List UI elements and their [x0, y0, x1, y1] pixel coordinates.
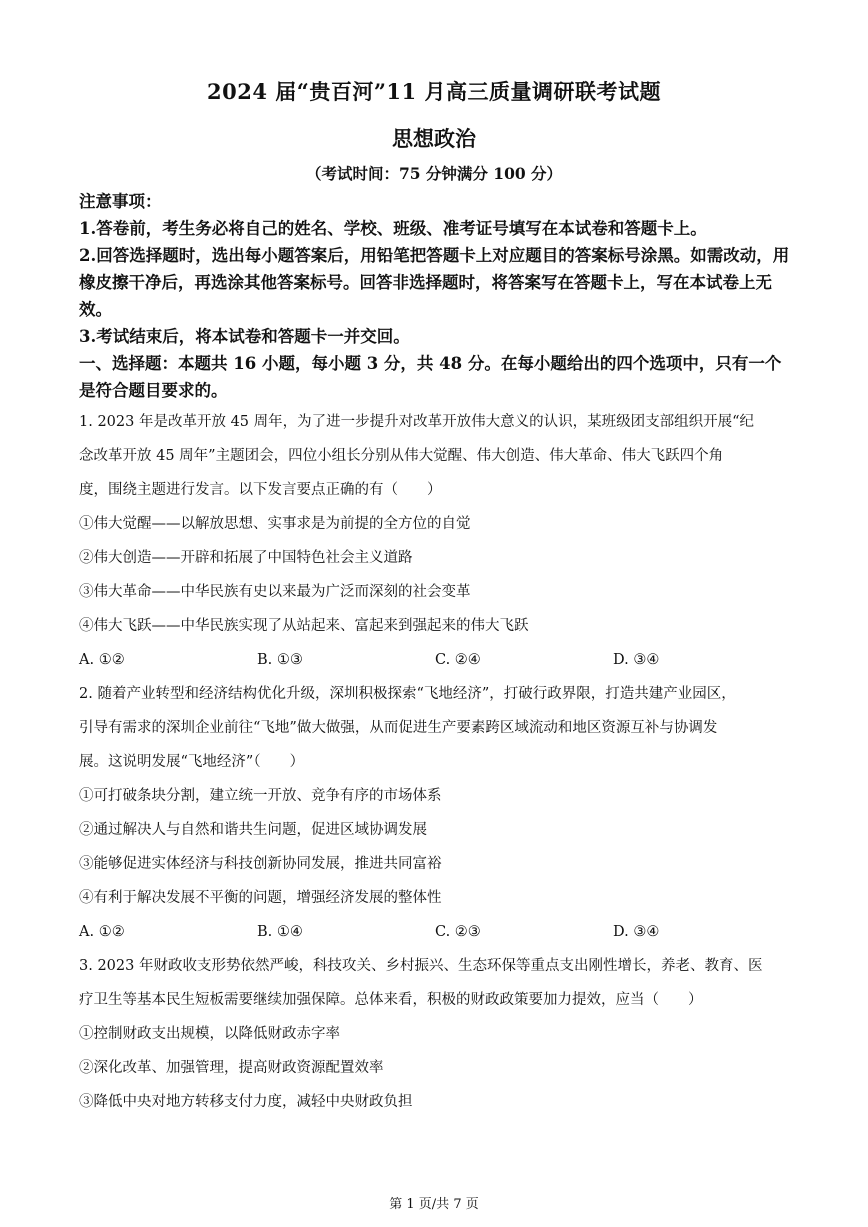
question-item: ③能够促进实体经济与科技创新协同发展，推进共同富裕 — [79, 856, 442, 872]
option-d: D. ③④ — [613, 652, 660, 668]
question-item: ①可打破条块分割，建立统一开放、竞争有序的市场体系 — [79, 788, 442, 804]
question-item: ④有利于解决发展不平衡的问题，增强经济发展的整体性 — [79, 890, 442, 906]
question-item: ②伟大创造——开辟和拓展了中国特色社会主义道路 — [79, 550, 413, 566]
page-footer: 第 1 页/共 7 页 — [389, 1197, 479, 1212]
question-item: ①控制财政支出规模，以降低财政赤字率 — [79, 1026, 340, 1042]
option-a: A. ①② — [79, 924, 125, 940]
question-stem-line: 1. 2023 年是改革开放 45 周年，为了进一步提升对改革开放伟大意义的认识，某班级团支部组织开展“纪 — [79, 414, 755, 430]
note-item: 2.回答选择题时，选出每小题答案后，用铅笔把答题卡上对应题目的答案标号涂黑。如需改动，用橡皮擦干净后，再选涂其他答案标号。回答非选择题时，将答案写在答题卡上，写在本试卷上无效。 — [79, 246, 790, 319]
page-title: 2024 届“贵百河”11 月高三质量调研联考试题 — [207, 79, 661, 104]
notes-block — [79, 188, 794, 404]
option-b: B. ①③ — [257, 652, 303, 668]
subject-title: 思想政治 — [392, 126, 476, 151]
question-item: ③伟大革命——中华民族有史以来最为广泛而深刻的社会变革 — [79, 584, 471, 600]
option-a: A. ①② — [79, 652, 125, 668]
option-b: B. ①④ — [257, 924, 303, 940]
answer-options — [79, 643, 794, 677]
question-item: ④伟大飞跃——中华民族实现了从站起来、富起来到强起来的伟大飞跃 — [79, 618, 529, 634]
exam-time: （考试时间：75 分钟满分 100 分） — [305, 164, 563, 183]
answer-options — [79, 915, 794, 949]
question-stem-line: 疗卫生等基本民生短板需要继续加强保障。总体来看，积极的财政政策要加力提效，应当（ ） — [79, 992, 703, 1008]
question-stem-line: 2. 随着产业转型和经济结构优化升级，深圳积极探索“飞地经济”，打破行政界限，打造共建产业园区， — [79, 686, 736, 702]
question-stem-line: 引导有需求的深圳企业前往“飞地”做大做强，从而促进生产要素跨区域流动和地区资源互补与协调发 — [79, 720, 718, 736]
question-item: ①伟大觉醒——以解放思想、实事求是为前提的全方位的自觉 — [79, 516, 471, 532]
note-item: 3.考试结束后，将本试卷和答题卡一并交回。 — [79, 327, 410, 346]
section-heading: 一、选择题：本题共 16 小题，每小题 3 分，共 48 分。在每小题给出的四个选项中，只有一个是符合题目要求的。 — [79, 354, 782, 400]
option-c: C. ②④ — [435, 652, 481, 668]
question-item: ③降低中央对地方转移支付力度，减轻中央财政负担 — [79, 1094, 413, 1110]
option-c: C. ②③ — [435, 924, 481, 940]
questions-block — [79, 405, 794, 1119]
question-stem-line: 念改革开放 45 周年”主题团会，四位小组长分别从伟大觉醒、伟大创造、伟大革命、伟大飞跃四个角 — [79, 448, 724, 464]
question-item: ②通过解决人与自然和谐共生问题，促进区域协调发展 — [79, 822, 427, 838]
notes-heading: 注意事项： — [79, 192, 162, 211]
question-stem-line: 度，围绕主题进行发言。以下发言要点正确的有（ ） — [79, 482, 442, 498]
note-item: 1.答卷前，考生务必将自己的姓名、学校、班级、准考证号填写在本试卷和答题卡上。 — [79, 219, 707, 238]
question-stem-line: 展。这说明发展“飞地经济”（ ） — [79, 754, 305, 770]
question-stem-line: 3. 2023 年财政收支形势依然严峻，科技攻关、乡村振兴、生态环保等重点支出刚性增长，养老、教育、医 — [79, 958, 763, 974]
option-d: D. ③④ — [613, 924, 660, 940]
question-item: ②深化改革、加强管理，提高财政资源配置效率 — [79, 1060, 384, 1076]
